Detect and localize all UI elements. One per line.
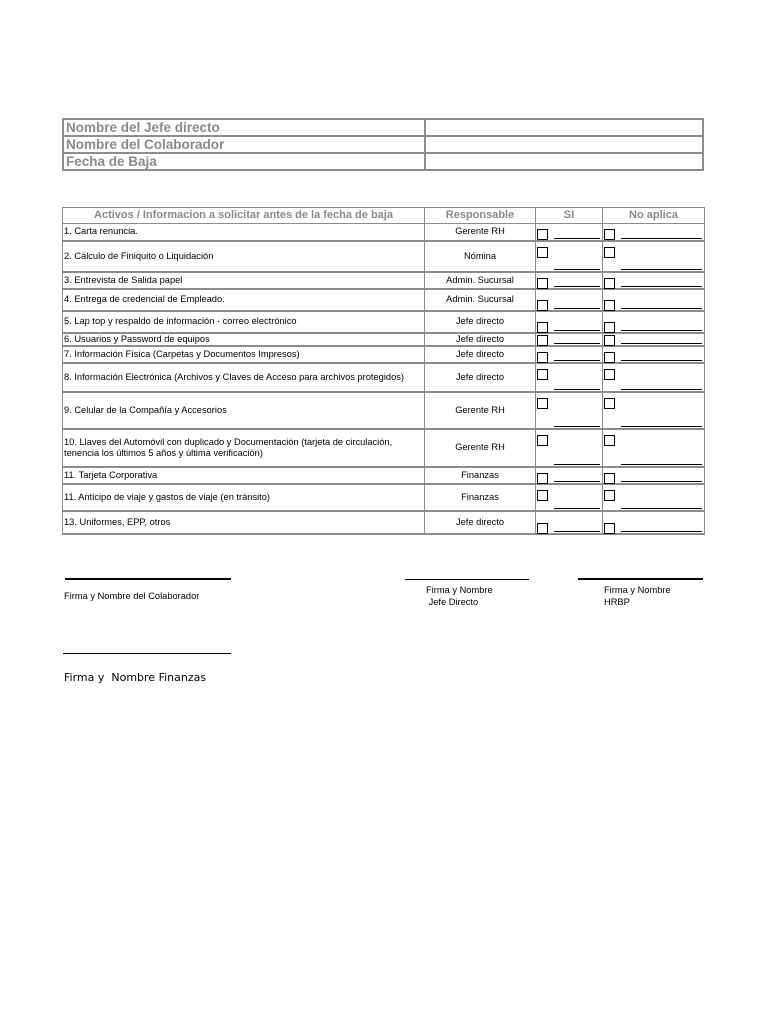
checklist-cell-no-aplica <box>603 392 705 429</box>
checklist-responsable: Jefe directo <box>425 333 536 346</box>
header-responsable: Responsable <box>425 208 536 224</box>
checkbox-no-aplica[interactable] <box>604 473 615 484</box>
checklist-responsable: Gerente RH <box>425 392 536 429</box>
checklist-row <box>63 272 705 289</box>
checkbox-no-aplica[interactable] <box>604 322 615 333</box>
checkbox-si[interactable] <box>537 352 548 363</box>
checklist-cell-si <box>536 484 603 511</box>
checkbox-no-aplica[interactable] <box>604 398 615 409</box>
checklist-cell-no-aplica <box>603 333 705 346</box>
checklist-cell-no-aplica <box>603 511 705 534</box>
checklist-item-label: 1. Carta renuncia. <box>63 224 425 241</box>
checkbox-si[interactable] <box>537 247 548 258</box>
checklist-item-label: 3. Entrevista de Salida papel <box>63 272 425 289</box>
checklist-responsable: Jefe directo <box>425 511 536 534</box>
checkbox-no-aplica[interactable] <box>604 300 615 311</box>
answer-underline <box>554 286 600 287</box>
checklist-table <box>62 207 705 535</box>
checklist-cell-si <box>536 289 603 311</box>
info-row-jefe <box>63 119 703 136</box>
checklist-cell-no-aplica <box>603 272 705 289</box>
checkbox-si[interactable] <box>537 322 548 333</box>
answer-underline <box>621 286 702 287</box>
checklist-item-label: 2. Cálculo de Finiquito o Liquidación <box>63 241 425 272</box>
answer-underline <box>621 508 702 509</box>
checklist-responsable: Jefe directo <box>425 346 536 363</box>
checklist-cell-si <box>536 272 603 289</box>
answer-underline <box>621 360 702 361</box>
answer-underline <box>554 330 600 331</box>
answer-underline <box>621 238 702 239</box>
checklist-row <box>63 224 705 241</box>
checkbox-no-aplica[interactable] <box>604 369 615 380</box>
checklist-responsable: Finanzas <box>425 484 536 511</box>
checklist-item-label: 9. Celular de la Compañía y Accesorios <box>63 392 425 429</box>
label-jefe-directo: Nombre del Jefe directo <box>63 119 425 136</box>
checkbox-no-aplica[interactable] <box>604 247 615 258</box>
checkbox-si[interactable] <box>537 369 548 380</box>
checklist-cell-si <box>536 429 603 467</box>
answer-underline <box>554 531 600 532</box>
checkbox-no-aplica[interactable] <box>604 523 615 534</box>
checklist-row <box>63 429 705 467</box>
signature-line-colaborador <box>65 578 231 580</box>
checklist-item-label: 4. Entrega de credencial de Empleado. <box>63 289 425 311</box>
checklist-cell-si <box>536 224 603 241</box>
answer-underline <box>621 531 702 532</box>
signature-line-finanzas <box>63 653 231 654</box>
checklist-cell-si <box>536 333 603 346</box>
checklist-row <box>63 311 705 333</box>
checkbox-si[interactable] <box>537 490 548 501</box>
checkbox-si[interactable] <box>537 435 548 446</box>
checklist-item-label: 6. Usuarios y Password de equipos <box>63 333 425 346</box>
checklist-cell-no-aplica <box>603 311 705 333</box>
checklist-cell-no-aplica <box>603 467 705 484</box>
checklist-cell-si <box>536 392 603 429</box>
info-row-fecha <box>63 153 703 170</box>
info-row-colaborador <box>63 136 703 153</box>
checklist-responsable: Nómina <box>425 241 536 272</box>
answer-underline <box>554 308 600 309</box>
checklist-cell-no-aplica <box>603 346 705 363</box>
checklist-cell-no-aplica <box>603 241 705 272</box>
label-fecha-baja: Fecha de Baja <box>63 153 425 170</box>
checklist-row <box>63 363 705 392</box>
signature-label-finanzas: Firma y Nombre Finanzas <box>64 671 207 684</box>
checklist-item-label: 5. Lap top y respaldo de información - correo electrónico <box>63 311 425 333</box>
checklist-item-label: 11. Tarjeta Corporativa <box>63 467 425 484</box>
checkbox-si[interactable] <box>537 473 548 484</box>
answer-underline <box>554 464 600 465</box>
checklist-cell-no-aplica <box>603 484 705 511</box>
signature-label-colaborador: Firma y Nombre del Colaborador <box>64 591 200 601</box>
answer-underline <box>621 389 702 390</box>
checklist-responsable: Admin. Sucursal <box>425 289 536 311</box>
checklist-row <box>63 484 705 511</box>
checklist-row <box>63 241 705 272</box>
header-si: SI <box>536 208 603 224</box>
employee-info-table <box>62 118 704 171</box>
answer-underline <box>554 360 600 361</box>
checklist-body <box>63 224 705 534</box>
checklist-item-label: 13. Uniformes, EPP, otros <box>63 511 425 534</box>
answer-underline <box>621 481 702 482</box>
signature-label-jefe-1: Firma y Nombre <box>426 585 493 595</box>
checklist-cell-no-aplica <box>603 289 705 311</box>
checklist-cell-si <box>536 346 603 363</box>
answer-underline <box>621 426 702 427</box>
signature-label-hrbp-2: HRBP <box>604 597 630 607</box>
checkbox-no-aplica[interactable] <box>604 278 615 289</box>
checklist-cell-no-aplica <box>603 363 705 392</box>
header-activos: Activos / Informacion a solicitar antes de la fecha de baja <box>63 208 425 224</box>
checklist-row <box>63 392 705 429</box>
checklist-cell-no-aplica <box>603 429 705 467</box>
checklist-responsable: Finanzas <box>425 467 536 484</box>
checklist-cell-si <box>536 467 603 484</box>
checkbox-si[interactable] <box>537 398 548 409</box>
checklist-item-label: 11. Anticipo de viaje y gastos de viaje (en tránsito) <box>63 484 425 511</box>
checklist-item-label: 8. Información Electrónica (Archivos y Claves de Acceso para archivos protegidos) <box>63 363 425 392</box>
answer-underline <box>621 269 702 270</box>
checklist-responsable: Jefe directo <box>425 363 536 392</box>
checkbox-si[interactable] <box>537 278 548 289</box>
checklist-responsable: Admin. Sucursal <box>425 272 536 289</box>
checklist-item-label: 7. Información Física (Carpetas y Documentos Impresos) <box>63 346 425 363</box>
checklist-cell-si <box>536 311 603 333</box>
answer-underline <box>554 389 600 390</box>
header-no-aplica: No aplica <box>603 208 705 224</box>
answer-underline <box>554 269 600 270</box>
signature-line-jefe <box>405 579 529 580</box>
answer-underline <box>554 508 600 509</box>
checkbox-si[interactable] <box>537 229 548 240</box>
answer-underline <box>621 343 702 344</box>
checklist-cell-si <box>536 511 603 534</box>
checkbox-si[interactable] <box>537 300 548 311</box>
answer-underline <box>554 343 600 344</box>
signature-label-jefe-2: Jefe Directo <box>426 597 479 607</box>
checklist-responsable: Gerente RH <box>425 429 536 467</box>
checklist-row <box>63 289 705 311</box>
checklist-row <box>63 511 705 534</box>
answer-underline <box>554 238 600 239</box>
signature-line-hrbp <box>578 578 703 580</box>
checkbox-no-aplica[interactable] <box>604 335 615 346</box>
checklist-item-label: 10. Llaves del Automóvil con duplicado y Documentación (tarjeta de circulación, tenencia los últimos 5 años y última verificación) <box>63 429 425 467</box>
checklist-cell-si <box>536 241 603 272</box>
checkbox-no-aplica[interactable] <box>604 490 615 501</box>
checklist-row <box>63 346 705 363</box>
checkbox-no-aplica[interactable] <box>604 352 615 363</box>
checkbox-no-aplica[interactable] <box>604 435 615 446</box>
checklist-row <box>63 467 705 484</box>
answer-underline <box>621 330 702 331</box>
checklist-cell-si <box>536 363 603 392</box>
answer-underline <box>554 481 600 482</box>
field-fecha-baja[interactable] <box>425 153 703 170</box>
checkbox-si[interactable] <box>537 335 548 346</box>
signature-label-hrbp-1: Firma y Nombre <box>604 585 671 595</box>
checklist-row <box>63 333 705 346</box>
answer-underline <box>621 464 702 465</box>
checkbox-no-aplica[interactable] <box>604 229 615 240</box>
field-jefe-directo[interactable] <box>425 119 703 136</box>
field-colaborador[interactable] <box>425 136 703 153</box>
answer-underline <box>621 308 702 309</box>
checklist-cell-no-aplica <box>603 224 705 241</box>
checklist-responsable: Jefe directo <box>425 311 536 333</box>
answer-underline <box>554 426 600 427</box>
label-colaborador: Nombre del Colaborador <box>63 136 425 153</box>
checklist-responsable: Gerente RH <box>425 224 536 241</box>
checkbox-si[interactable] <box>537 523 548 534</box>
